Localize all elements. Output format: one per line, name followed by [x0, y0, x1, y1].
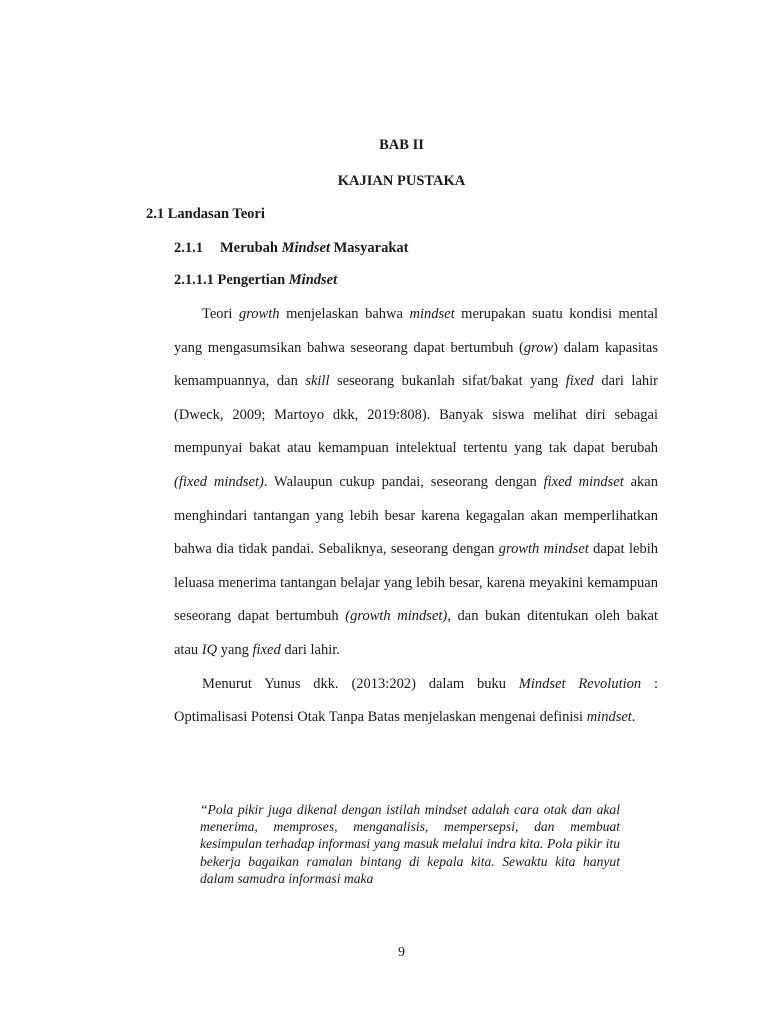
- text-run: yang: [217, 641, 253, 658]
- subsection-number: 2.1.1: [174, 240, 203, 256]
- text-run: seseorang bukanlah sifat/bakat yang: [329, 373, 566, 390]
- subsubsection-heading: [174, 272, 337, 289]
- paragraph-growth-theory: [174, 298, 658, 668]
- subsubsection-title-italic: Mindset: [288, 272, 338, 288]
- chapter-title: KAJIAN PUSTAKA: [337, 173, 466, 189]
- subsection-title-italic: Mindset: [281, 240, 330, 256]
- text-run: dan bukan ditentukan oleh bakat atau: [174, 608, 658, 658]
- subsubsection-title-pre: Pengertian: [213, 272, 289, 288]
- text-run: menjelaskan bahwa: [279, 306, 410, 322]
- page-number: 9: [398, 945, 405, 960]
- text-run-italic: skill: [305, 373, 330, 390]
- text-run-italic: mindset: [586, 709, 632, 726]
- section-title: Landasan Teori: [167, 206, 265, 222]
- text-run: .: [631, 709, 636, 726]
- paragraph-yunus-definition: [174, 668, 658, 735]
- section-heading: [146, 206, 265, 223]
- subsection-title-pre: Merubah: [220, 240, 282, 256]
- section-number: 2.1: [146, 206, 165, 222]
- subsubsection-number: 2.1.1.1: [174, 272, 214, 288]
- text-run: dari lahir (Dweck, 2009; Martoyo dkk, 2019:808). Banyak siswa melihat diri sebagai mempunyai bakat atau kemampuan intelektual tertentu yang tak dapat berubah: [174, 373, 658, 457]
- text-run-italic: growth mindset: [498, 541, 589, 558]
- text-run-italic: (fixed mindset): [174, 473, 264, 490]
- text-run-italic: fixed: [565, 373, 594, 390]
- text-run-italic: grow: [523, 339, 554, 356]
- text-run-italic: growth: [238, 306, 280, 322]
- chapter-label: BAB II: [379, 137, 424, 153]
- block-quote: “Pola pikir juga dikenal dengan istilah mindset adalah cara otak dan akal menerima, memproses, menganalisis, mempersepsi, dan membuat kesimpulan terhadap informasi yang masuk melalui indra kita. Pola pikir itu bekerja bagaikan ramalan bintang di kepala kita. Sewaktu kita hanyut dalam samudra informasi maka: [200, 802, 620, 886]
- text-run-italic: mindset: [409, 306, 455, 322]
- text-run: . Walaupun cukup pandai, seseorang dengan: [263, 473, 544, 490]
- text-run: Teori: [202, 306, 239, 322]
- text-run-italic: (growth mindset),: [345, 608, 451, 625]
- text-run: dari lahir.: [280, 641, 340, 658]
- text-run: : Optimalisasi Potensi Otak Tanpa Batas menjelaskan mengenai definisi: [174, 675, 659, 726]
- text-run: dapat lebih leluasa menerima tantangan belajar yang lebih besar, karena meyakini kemampuan seseorang dapat bertumbuh: [174, 541, 658, 625]
- body-text: [174, 298, 658, 735]
- subsection-heading: [174, 240, 409, 257]
- text-run: Menurut Yunus dkk. (2013:202) dalam buku: [202, 675, 519, 692]
- book-title-italic: Mindset Revolution: [518, 675, 642, 692]
- text-run-italic: fixed: [252, 641, 281, 658]
- subsection-title-post: Masyarakat: [329, 240, 409, 256]
- text-run: akan menghindari tantangan yang lebih besar karena kegagalan akan memperlihatkan bahwa dia tidak pandai. Sebaliknya, seseorang dengan: [174, 473, 658, 558]
- text-run-italic: IQ: [201, 641, 218, 658]
- text-run: ) dalam kapasitas kemampuannya, dan: [174, 339, 658, 390]
- text-run-italic: fixed mindset: [543, 473, 624, 490]
- text-run: merupakan suatu kondisi mental yang mengasumsikan bahwa seseorang dapat bertumbuh (: [174, 306, 658, 356]
